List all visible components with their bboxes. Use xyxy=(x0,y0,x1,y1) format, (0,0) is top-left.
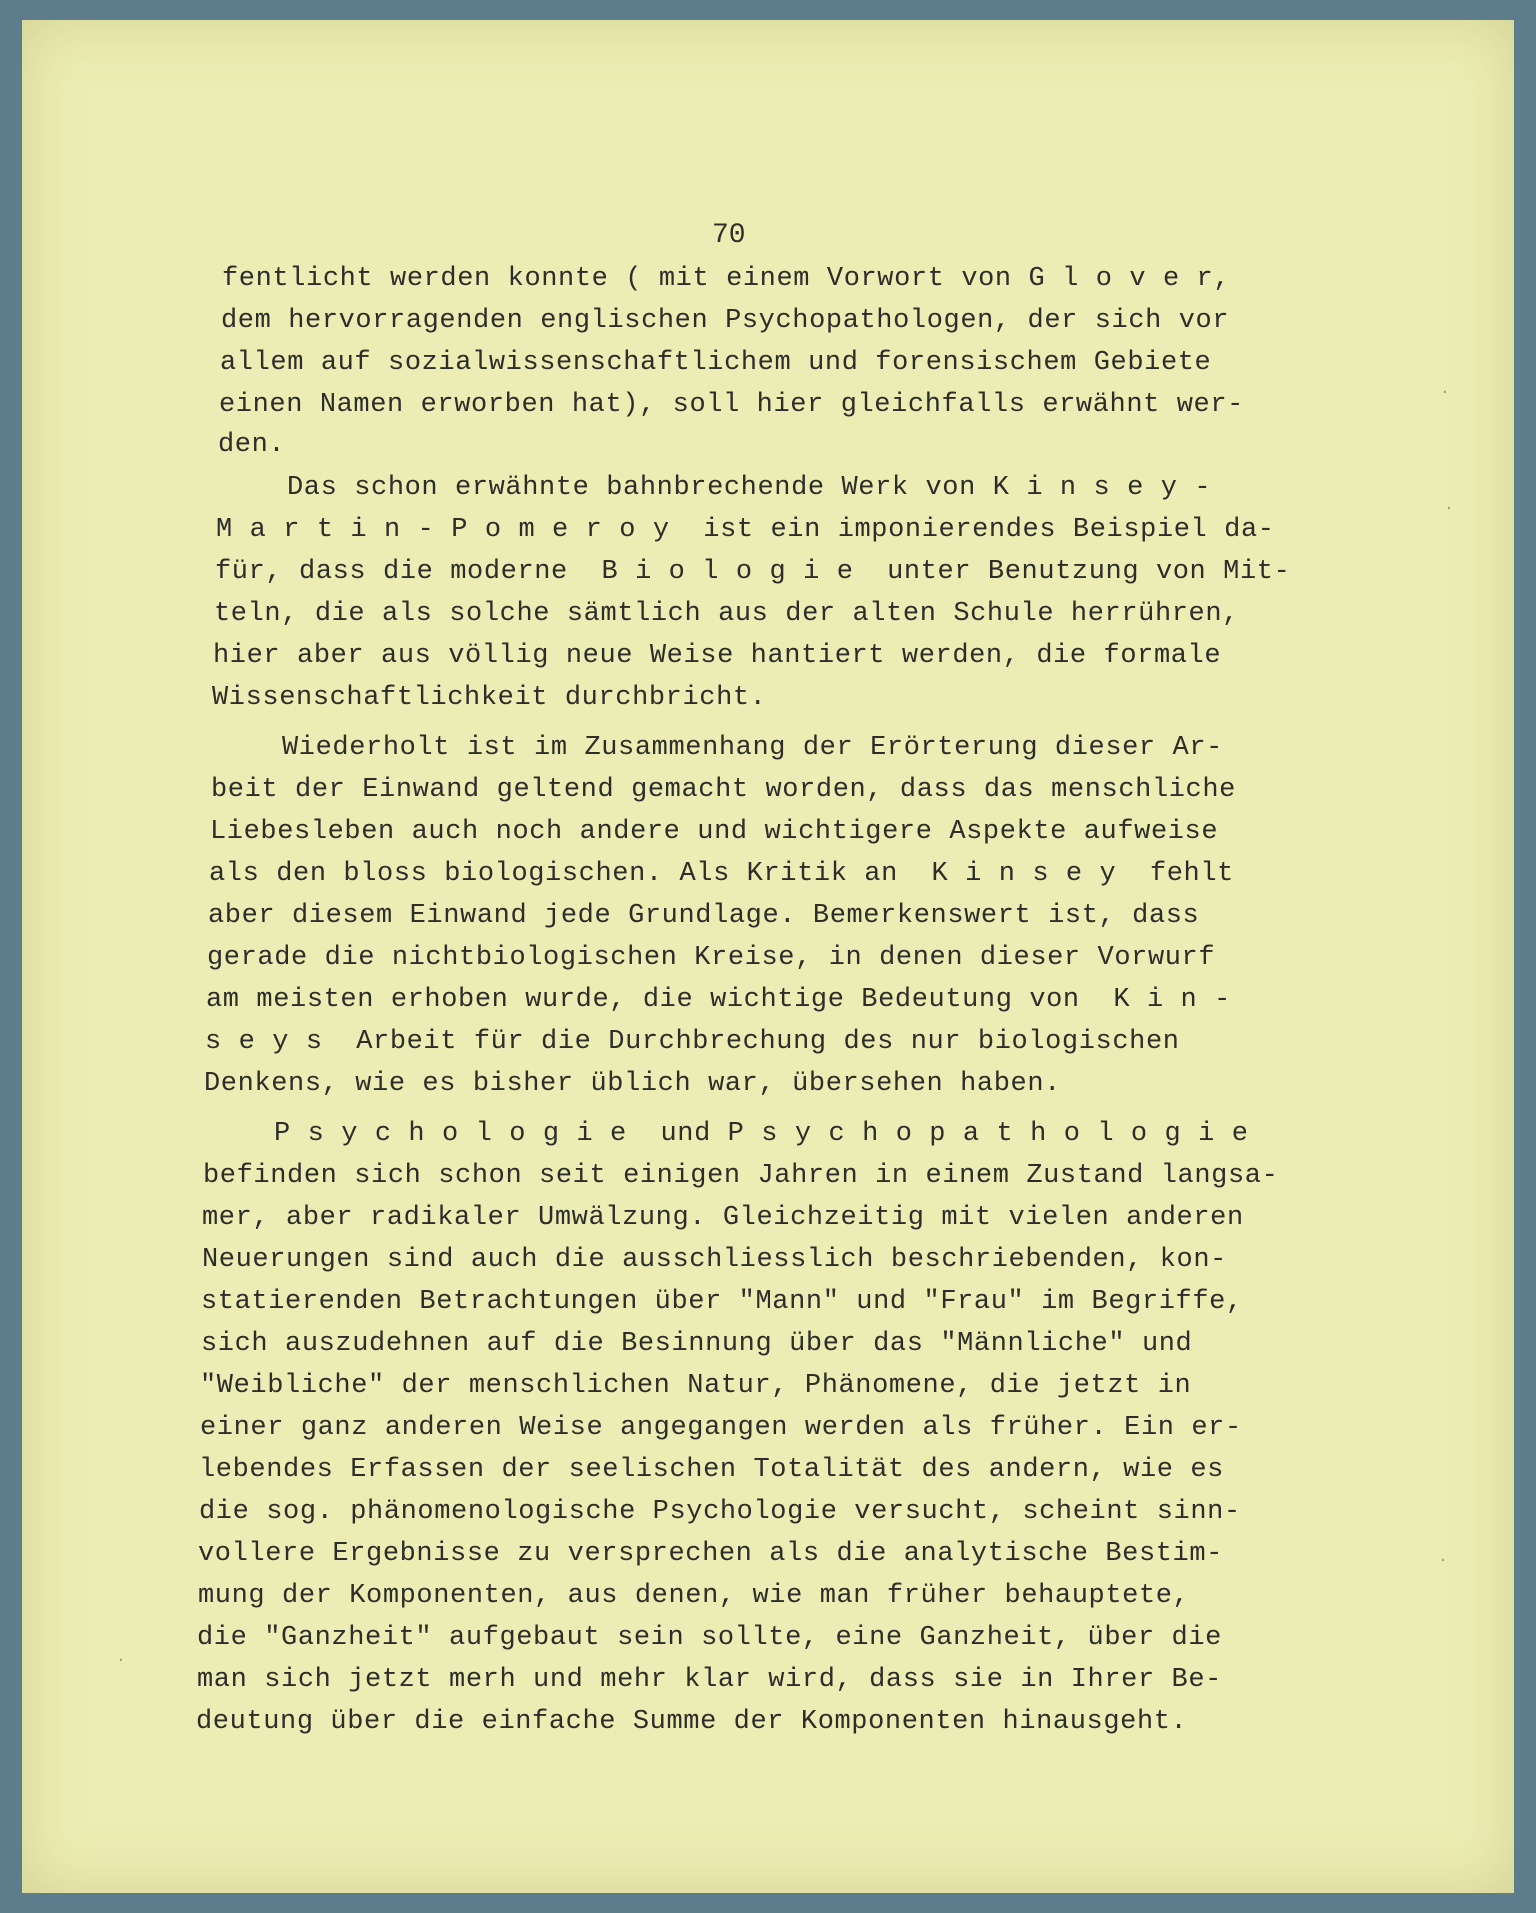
text-line: s e y s Arbeit für die Durchbrechung des nur biologischen xyxy=(205,1027,1180,1057)
text-line: Wiederholt ist im Zusammenhang der Erörterung dieser Ar- xyxy=(282,733,1223,763)
page-number: 70 xyxy=(712,220,746,251)
text-line: deutung über die einfache Summe der Komponenten hinausgeht. xyxy=(196,1707,1188,1737)
text-line: P s y c h o l o g i e und P s y c h o p a t h o l o g i e xyxy=(274,1119,1249,1149)
text-line: den. xyxy=(218,430,286,460)
text-line: für, dass die moderne B i o l o g i e unter Benutzung von Mit- xyxy=(215,557,1291,587)
text-line: sich auszudehnen auf die Besinnung über das "Männliche" und xyxy=(201,1329,1193,1359)
text-line: allem auf sozialwissenschaftlichem und forensischem Gebiete xyxy=(220,348,1212,378)
text-line: beit der Einwand geltend gemacht worden, dass das menschliche xyxy=(211,775,1236,805)
paper-speck: · xyxy=(1442,382,1448,403)
text-line: Denkens, wie es bisher üblich war, übersehen haben. xyxy=(204,1069,1061,1099)
text-line: dem hervorragenden englischen Psychopathologen, der sich vor xyxy=(221,306,1230,336)
text-line: am meisten erhoben wurde, die wichtige Bedeutung von K i n - xyxy=(206,985,1231,1015)
paper-speck: · xyxy=(1440,1550,1446,1571)
text-line: Neuerungen sind auch die ausschliesslich beschriebenden, kon- xyxy=(202,1245,1227,1275)
text-line: fentlicht werden konnte ( mit einem Vorwort von G l o v e r, xyxy=(222,264,1231,294)
text-line: Wissenschaftlichkeit durchbricht. xyxy=(212,683,767,713)
text-line: M a r t i n - P o m e r o y ist ein imponierendes Beispiel da- xyxy=(216,515,1275,545)
text-line: mung der Komponenten, aus denen, wie man früher behauptete, xyxy=(198,1581,1190,1611)
text-line: die sog. phänomenologische Psychologie versucht, scheint sinn- xyxy=(199,1497,1241,1527)
text-line: vollere Ergebnisse zu versprechen als die analytische Bestim- xyxy=(198,1539,1223,1569)
text-line: einen Namen erworben hat), soll hier gleichfalls erwähnt wer- xyxy=(219,390,1244,420)
text-line: aber diesem Einwand jede Grundlage. Bemerkenswert ist, dass xyxy=(208,901,1200,931)
text-line: man sich jetzt merh und mehr klar wird, dass sie in Ihrer Be- xyxy=(197,1665,1222,1695)
text-line: "Weibliche" der menschlichen Natur, Phänomene, die jetzt in xyxy=(200,1371,1192,1401)
text-line: Liebesleben auch noch andere und wichtigere Aspekte aufweise xyxy=(210,817,1219,847)
text-line: hier aber aus völlig neue Weise hantiert werden, die formale xyxy=(213,641,1222,671)
text-line: die "Ganzheit" aufgebaut sein sollte, eine Ganzheit, über die xyxy=(197,1623,1222,1653)
text-line: lebendes Erfassen der seelischen Totalität des andern, wie es xyxy=(199,1455,1224,1485)
text-line: befinden sich schon seit einigen Jahren in einem Zustand langsa- xyxy=(203,1161,1279,1191)
paper-speck: · xyxy=(118,1650,124,1671)
text-line: mer, aber radikaler Umwälzung. Gleichzeitig mit vielen anderen xyxy=(202,1203,1244,1233)
paper-speck: · xyxy=(1446,498,1452,519)
text-line: statierenden Betrachtungen über "Mann" und "Frau" im Begriffe, xyxy=(201,1287,1243,1317)
text-line: gerade die nichtbiologischen Kreise, in denen dieser Vorwurf xyxy=(207,943,1216,973)
text-line: als den bloss biologischen. Als Kritik an K i n s e y fehlt xyxy=(209,859,1234,889)
text-line: teln, die als solche sämtlich aus der alten Schule herrühren, xyxy=(214,599,1239,629)
text-line: Das schon erwähnte bahnbrechende Werk von K i n s e y - xyxy=(287,473,1212,503)
text-line: einer ganz anderen Weise angegangen werden als früher. Ein er- xyxy=(200,1413,1242,1443)
typewritten-page xyxy=(22,20,1514,1893)
